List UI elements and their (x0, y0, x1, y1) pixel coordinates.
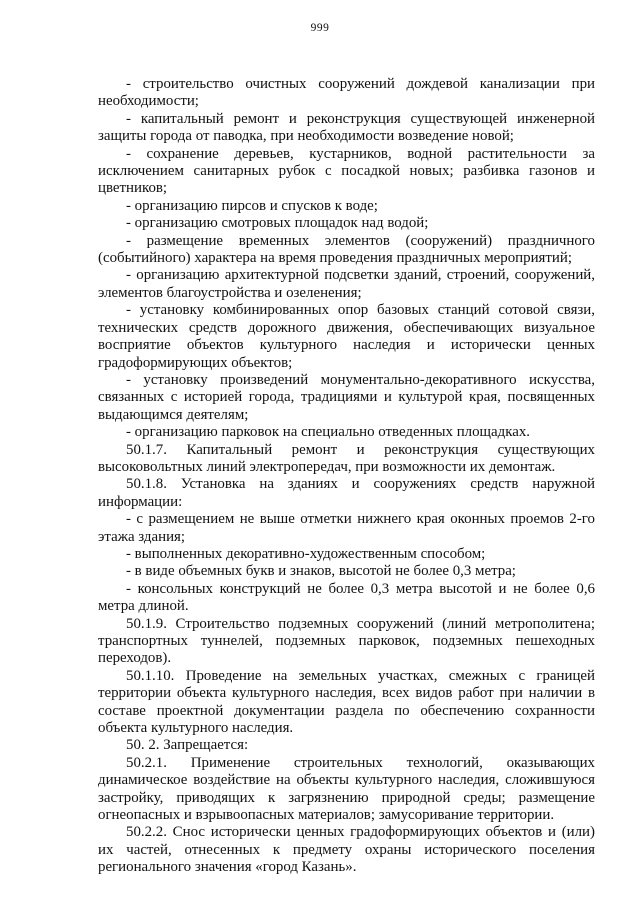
paragraph-50-1-10: 50.1.10. Проведение на земельных участках, смежных с границей территории объекта культурного наследия, всех видов работ при наличии в составе проектной документации раздела по обеспечению сохранности объекта культурного наследия. (98, 667, 595, 737)
paragraph-temporary-structures: - размещение временных элементов (сооружений) праздничного (событийного) характера на время проведения праздничных мероприятий; (98, 232, 595, 267)
paragraph-signage-console: - консольных конструкций не более 0,3 метра высотой и не более 0,6 метра длиной. (98, 580, 595, 615)
paragraph-greenery: - сохранение деревьев, кустарников, водной растительности за исключением санитарных рубок с посадкой новых; разбивка газонов и цветников; (98, 145, 595, 197)
paragraph-signage-letters: - в виде объемных букв и знаков, высотой не более 0,3 метра; (126, 563, 516, 580)
paragraph-signage-decorative: - выполненных декоративно-художественным способом; (126, 545, 486, 562)
paragraph-viewing-platforms: - организацию смотровых площадок над водой; (126, 215, 429, 232)
document-body (98, 76, 595, 877)
paragraph-50-2-1: 50.2.1. Применение строительных технологий, оказывающих динамическое воздействие на объекты культурного наследия, сложившуюся застройку, приводящих к загрязнению природной среды; размещение огнеопасных и взрывоопасных материалов; замусоривание территории. (98, 754, 595, 824)
paragraph-flood-protection: - капитальный ремонт и реконструкция существующей инженерной защиты города от паводка, при необходимости возведение новой; (98, 110, 595, 145)
paragraph-signage-height: - с размещением не выше отметки нижнего края оконных проемов 2-го этажа здания; (98, 511, 595, 545)
paragraph-50-1-7: 50.1.7. Капитальный ремонт и реконструкция существующих высоковольтных линий электропередач, при возможности их демонтаж. (98, 441, 595, 475)
paragraph-parking: - организацию парковок на специально отведенных площадках. (126, 424, 530, 441)
paragraph-50-1-8: 50.1.8. Установка на зданиях и сооружениях средств наружной информации: (98, 476, 595, 510)
page-number: 999 (310, 22, 330, 34)
paragraph-cell-towers: - установку комбинированных опор базовых станций сотовой связи, технических средств дорожного движения, обеспечивающих визуальное восприятие объектов культурного наследия и исторически ценных градоформирующих объектов; (98, 302, 595, 371)
paragraph-50-2-2: 50.2.2. Снос исторически ценных градоформирующих объектов и (или) их частей, отнесенных к предмету охраны исторического поселения регионального значения «город Казань». (98, 824, 595, 876)
paragraph-50-1-9: 50.1.9. Строительство подземных сооружений (линий метрополитена; транспортных туннелей, подземных парковок, подземных пешеходных переходов). (98, 615, 595, 667)
paragraph-storm-sewer: - строительство очистных сооружений дождевой канализации при необходимости; (98, 76, 595, 110)
paragraph-monuments: - установку произведений монументально-декоративного искусства, связанных с историей города, традициями и культурой края, посвященных выдающимся деятелям; (98, 371, 595, 423)
paragraph-architectural-lighting: - организацию архитектурной подсветки зданий, строений, сооружений, элементов благоустройства и озеленения; (98, 267, 595, 301)
paragraph-piers: - организацию пирсов и спусков к воде; (126, 197, 378, 214)
paragraph-50-2: 50. 2. Запрещается: (126, 737, 249, 754)
